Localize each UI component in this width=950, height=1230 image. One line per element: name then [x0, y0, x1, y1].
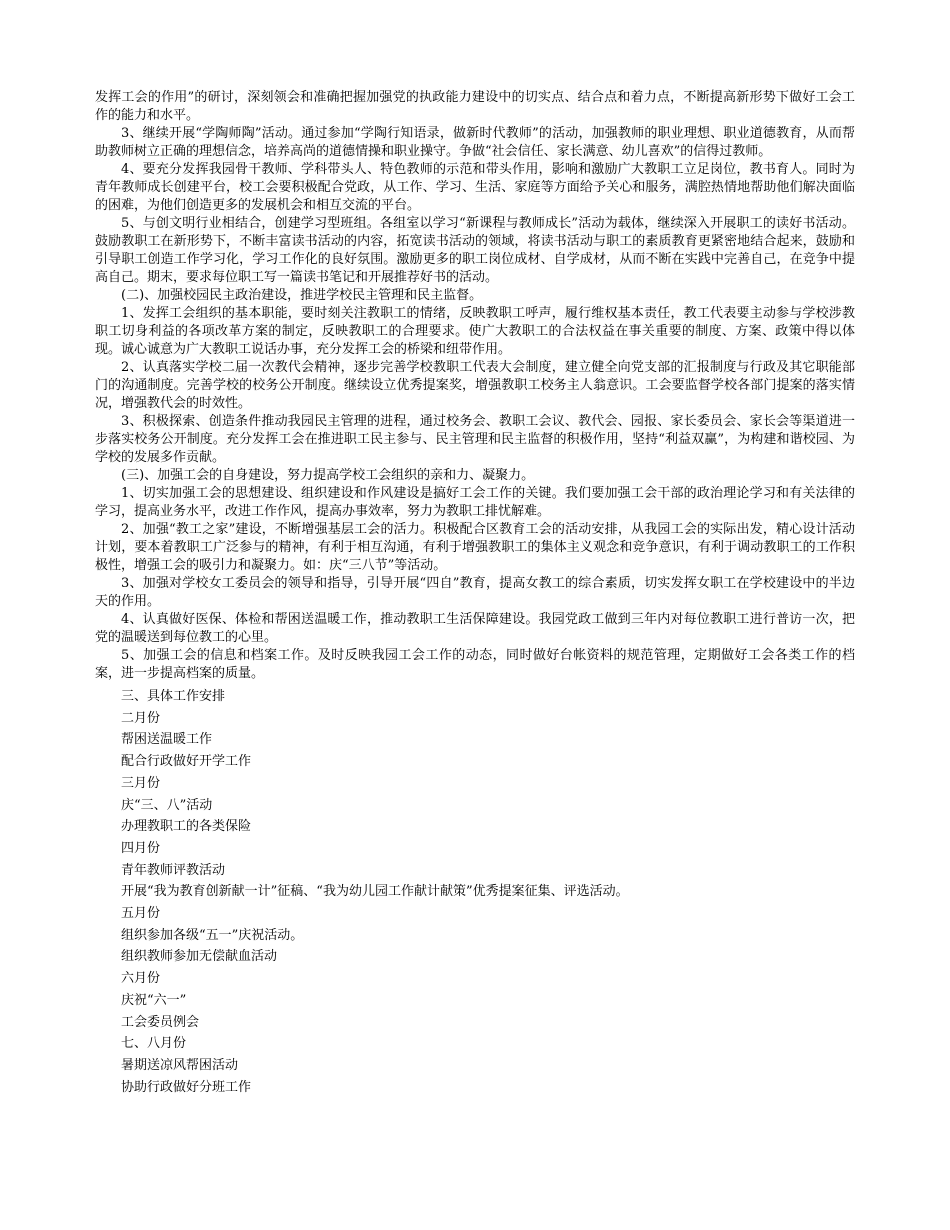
schedule-line: 三月份	[121, 775, 161, 791]
paragraph: 4、认真做好医保、体检和帮困送温暖工作，推动教职工生活保障建设。我园党政工做到三年内对每位教职工进行普访一次，把党的温暖送到每位教工的心里。	[95, 612, 855, 645]
section-heading: 三、具体工作安排	[121, 689, 226, 704]
schedule-line: 配合行政做好开学工作	[121, 754, 252, 770]
schedule-line: 五月份	[121, 906, 161, 922]
paragraph: 3、加强对学校女工委员会的领导和指导，引导开展“四自”教育，提高女教工的综合素质，切实发挥女职工在学校建设中的半边天的作用。	[95, 576, 855, 609]
schedule-line: 六月份	[121, 971, 161, 987]
paragraph: 1、发挥工会组织的基本职能，要时刻关注教职工的情绪，反映教职工呼声，履行维权基本责任，教工代表要主动参与学校涉教职工切身利益的各项改革方案的制定，反映教职工的合理要求。使广大教职工的合法权益在事关重要的制度、方案、政策中得以体现。诚心诚意为广大教职工说话办事，充分发挥工会的桥梁和纽带作用。	[95, 306, 855, 357]
schedule-line: 协助行政做好分班工作	[121, 1079, 252, 1095]
paragraph: 1、切实加强工会的思想建设、组织建设和作风建设是搞好工会工作的关键。我们要加强工会干部的政治理论学习和有关法律的学习，提高业务水平，改进工作作风，提高办事效率，努力为教职工排忧解难。	[95, 486, 855, 519]
schedule-line: 暑期送凉风帮困活动	[121, 1057, 239, 1073]
paragraph: 3、继续开展“学陶师陶”活动。通过参加“学陶行知语录，做新时代教师”的活动，加强教师的职业理想、职业道德教育，从而帮助教师树立正确的理想信念，培养高尚的道德情操和职业操守。争做“社会信任、家长满意、幼儿喜欢”的信得过教师。	[95, 126, 855, 159]
schedule-line: 组织教师参加无偿献血活动	[121, 949, 278, 965]
schedule-line: 开展“我为教育创新献一计”征稿、“我为幼儿园工作献计献策”优秀提案征集、评选活动。	[121, 884, 629, 900]
paragraph: 5、与创文明行业相结合，创建学习型班组。各组室以学习“新课程与教师成长”活动为载体，继续深入开展职工的读好书活动。鼓励教职工在新形势下，不断丰富读书活动的内容，拓宽读书活动的领域，将读书活动与职工的素质教育更紧密地结合起来，鼓励和引导职工创造工作学习化，学习工作化的良好氛围。激励更多的职工岗位成材、自学成材，从而不断在实践中完善自己，在竞争中提高自己。期末，要求每位职工写一篇读书笔记和开展推荐好书的活动。	[95, 216, 855, 285]
schedule-line: 庆“三、八”活动	[121, 797, 213, 813]
schedule-line: 组织参加各级“五一”庆祝活动。	[121, 927, 304, 943]
schedule-line: 四月份	[121, 840, 161, 856]
paragraph: 2、加强“教工之家”建设，不断增强基层工会的活力。积极配合区教育工会的活动安排，从我园工会的实际出发，精心设计活动计划，要本着教职工广泛参与的精神，有利于相互沟通，有利于增强教职工的集体主义观念和竞争意识，有利于调动教职工的工作积极性，增强工会的吸引力和凝聚力。如：庆“三八节”等活动。	[95, 522, 855, 573]
paragraph: (三)、加强工会的自身建设，努力提高学校工会组织的亲和力、凝聚力。	[121, 468, 535, 483]
schedule-line: 帮困送温暖工作	[121, 732, 213, 748]
schedule-line: 庆祝“六一”	[121, 992, 187, 1008]
schedule-line: 青年教师评教活动	[121, 862, 226, 878]
work-schedule	[95, 686, 855, 1098]
schedule-line: 办理教职工的各类保险	[121, 819, 252, 835]
body-text	[95, 89, 855, 683]
schedule-line: 二月份	[121, 710, 161, 726]
paragraph: (二)、加强校园民主政治建设，推进学校民主管理和民主监督。	[121, 288, 483, 303]
paragraph: 5、加强工会的信息和档案工作。及时反映我园工会工作的动态，同时做好台帐资料的规范管理，定期做好工会各类工作的档案，进一步提高档案的质量。	[95, 648, 855, 681]
paragraph: 发挥工会的作用”的研讨，深刻领会和准确把握加强党的执政能力建设中的切实点、结合点和着力点，不断提高新形势下做好工会工作的能力和水平。	[95, 90, 855, 123]
schedule-line: 工会委员例会	[121, 1014, 200, 1030]
paragraph: 4、要充分发挥我园骨干教师、学科带头人、特色教师的示范和带头作用，影响和激励广大教职工立足岗位，教书育人。同时为青年教师成长创建平台，校工会要积极配合党政，从工作、学习、生活、家庭等方面给予关心和服务，满腔热情地帮助他们解决面临的困难，为他们创造更多的发展机会和相互交流的平台。	[95, 162, 855, 213]
schedule-line: 七、八月份	[121, 1036, 187, 1052]
paragraph: 3、积极探索、创造条件推动我园民主管理的进程，通过校务会、教职工会议、教代会、园报、家长委员会、家长会等渠道进一步落实校务公开制度。充分发挥工会在推进职工民主参与、民主管理和民主监督的积极作用，坚持“利益双赢”，为构建和谐校园、为学校的发展多作贡献。	[95, 414, 855, 465]
paragraph: 2、认真落实学校二届一次教代会精神，逐步完善学校教职工代表大会制度，建立健全向党支部的汇报制度与行政及其它职能部门的沟通制度。完善学校的校务公开制度。继续设立优秀提案奖，增强教职工校务主人翁意识。工会要监督学校各部门提案的落实情况，增强教代会的时效性。	[95, 360, 855, 411]
